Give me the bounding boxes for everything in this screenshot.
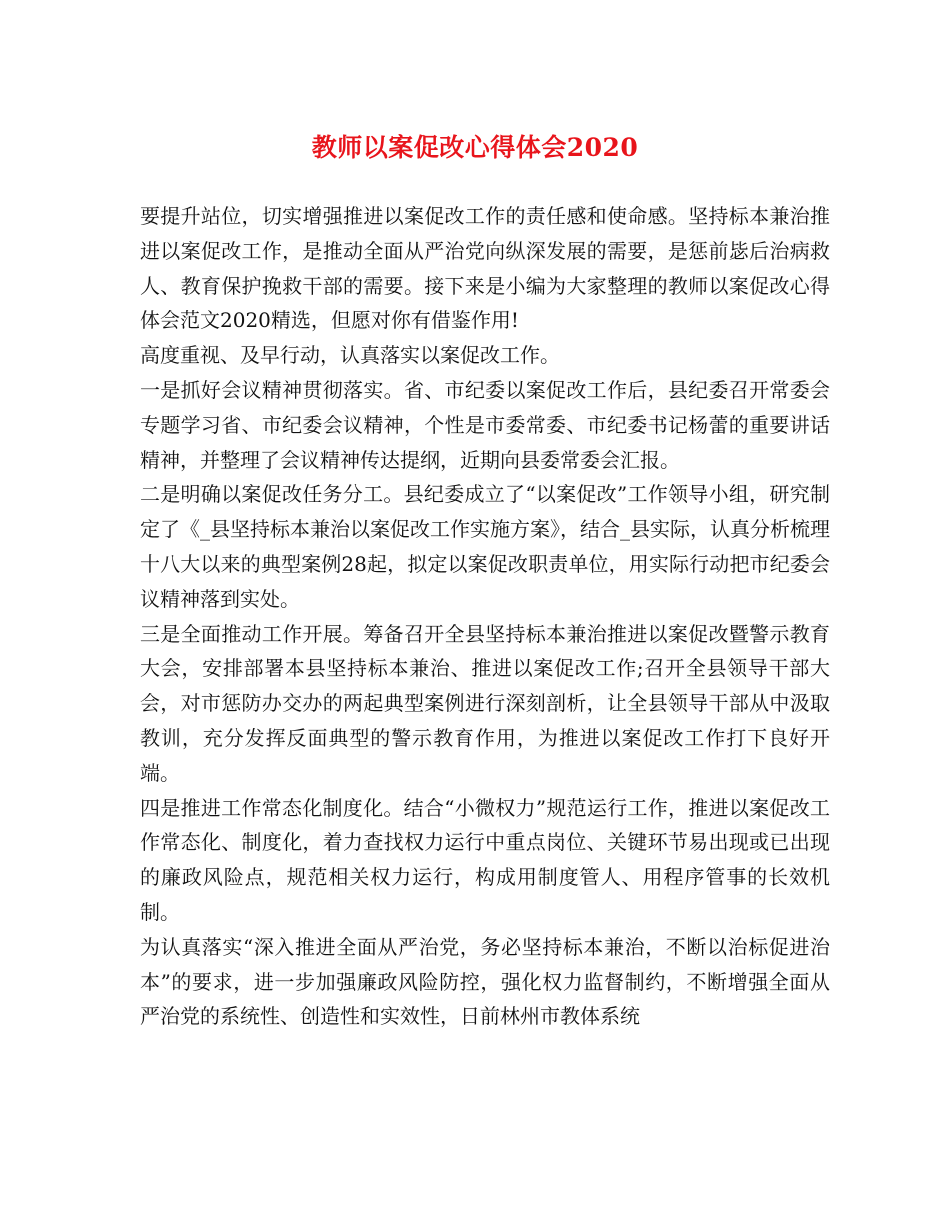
- document-body: [140, 199, 830, 1034]
- paragraph-5: 三是全面推动工作开展。筹备召开全县坚持标本兼治推进以案促改暨警示教育大会，安排部署本县坚持标本兼治、推进以案促改工作;召开全县领导干部大会，对市惩防办交办的两起典型案例进行深刻剖析，让全县领导干部从中汲取教训，充分发挥反面典型的警示教育作用，为推进以案促改工作打下良好开端。: [140, 621, 830, 785]
- paragraph-1: 要提升站位，切实增强推进以案促改工作的责任感和使命感。坚持标本兼治推进以案促改工作，是推动全面从严治党向纵深发展的需要，是惩前毖后治病救人、教育保护挽救干部的需要。接下来是小编为大家整理的教师以案促改心得体会范文2020精选，但愿对你有借鉴作用!: [140, 204, 830, 333]
- paragraph-4: 二是明确以案促改任务分工。县纪委成立了“以案促改”工作领导小组，研究制定了《_县坚持标本兼治以案促改工作实施方案》，结合_县实际，认真分析梳理十八大以来的典型案例28起，拟定以案促改职责单位，用实际行动把市纪委会议精神落到实处。: [140, 482, 830, 611]
- paragraph-3: 一是抓好会议精神贯彻落实。省、市纪委以案促改工作后，县纪委召开常委会专题学习省、市纪委会议精神，个性是市委常委、市纪委书记杨蕾的重要讲话精神，并整理了会议精神传达提纲，近期向县委常委会汇报。: [140, 377, 830, 472]
- paragraph-2: 高度重视、及早行动，认真落实以案促改工作。: [140, 343, 560, 368]
- document-title: 教师以案促改心得体会2020: [311, 133, 639, 162]
- paragraph-7: 为认真落实“深入推进全面从严治党，务必坚持标本兼治，不断以治标促进治本”的要求，进一步加强廉政风险防控，强化权力监督制约，不断增强全面从严治党的系统性、创造性和实效性，日前林州市教体系统: [140, 934, 830, 1029]
- paragraph-6: 四是推进工作常态化制度化。结合“小微权力”规范运行工作，推进以案促改工作常态化、制度化，着力查找权力运行中重点岗位、关键环节易出现或已出现的廉政风险点，规范相关权力运行，构成用制度管人、用程序管事的长效机制。: [140, 795, 830, 924]
